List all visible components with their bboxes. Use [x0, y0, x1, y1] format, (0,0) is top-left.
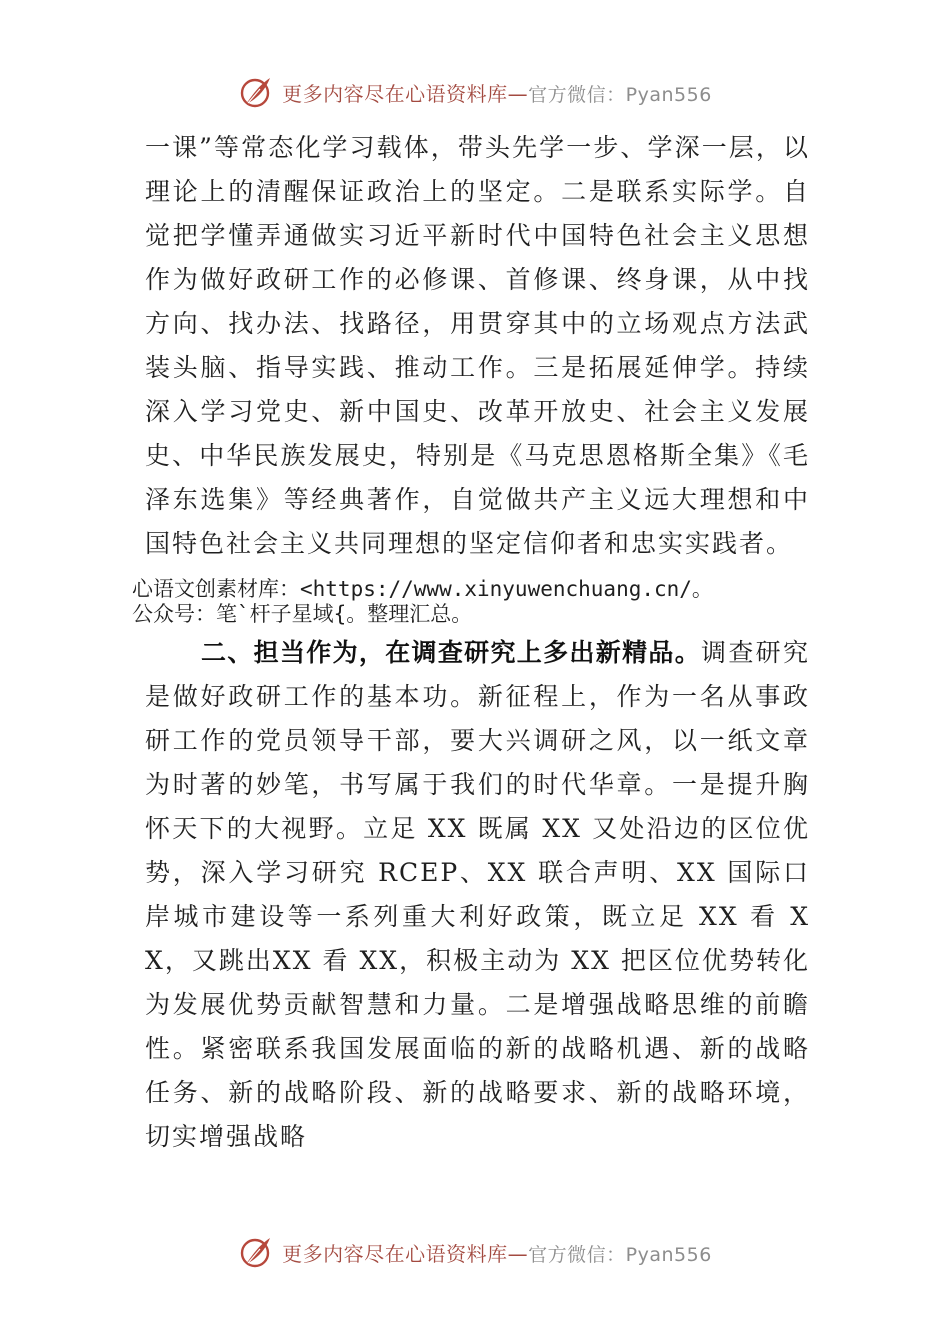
- header-wechat-text: 官方微信：Pyan556: [528, 83, 712, 106]
- section-heading: 二、担当作为，在调查研究上多出新精品。: [201, 638, 702, 667]
- source-note-account: 公众号：笔`杆子星域{。整理汇总。: [132, 602, 473, 626]
- source-note-website: 心语文创素材库：<https://www.xinyuwenchuang.cn/。: [132, 577, 713, 601]
- footer-banner: [282, 1238, 712, 1267]
- feather-logo-icon: [238, 74, 274, 110]
- footer-banner-text: 更多内容尽在心语资料库—: [282, 1241, 529, 1266]
- footer-wechat-text: 官方微信：Pyan556: [528, 1243, 712, 1266]
- body-paragraph-1: 一课”等常态化学习载体，带头先学一步、学深一层，以理论上的清醒保证政治上的坚定。二是联系实际学。自觉把学懂弄通做实习近平新时代中国特色社会主义思想作为做好政研工作的必修课、首修课、终身课，从中找方向、找办法、找路径，用贯穿其中的立场观点方法武装头脑、指导实践、推动工作。三是拓展延伸学。持续深入学习党史、新中国史、改革开放史、社会主义发展史、中华民族发展史，特别是《马克思恩格斯全集》《毛泽东选集》等经典著作，自觉做共产主义远大理想和中国特色社会主义共同理想的坚定信仰者和忠实实践者。: [145, 133, 810, 558]
- page-footer: [0, 1232, 950, 1272]
- page-header: [0, 72, 950, 112]
- header-banner-text: 更多内容尽在心语资料库—: [282, 81, 529, 106]
- header-banner: [282, 78, 712, 107]
- section-body-text: 调查研究是做好政研工作的基本功。新征程上，作为一名从事政研工作的党员领导干部，要大兴调研之风，以一纸文章为时著的妙笔，书写属于我们的时代华章。一是提升胸怀天下的大视野。立足 XX 既属 XX 又处沿边的区位优势，深入学习研究 RCEP、XX 联合声明、XX 国际口岸城市建设等一系列重大利好政策，既立足 XX 看 XX，又跳出XX 看 XX，积极主动为 XX 把区位优势转化为发展优势贡献智慧和力量。二是增强战略思维的前瞻性。紧密联系我国发展面临的新的战略机遇、新的战略任务、新的战略阶段、新的战略要求、新的战略环境，切实增强战略: [145, 638, 810, 1151]
- body-second-block: [145, 631, 810, 1159]
- feather-logo-icon: [238, 1234, 274, 1270]
- body-first-block: [145, 126, 810, 566]
- body-paragraph-2: [145, 631, 810, 1159]
